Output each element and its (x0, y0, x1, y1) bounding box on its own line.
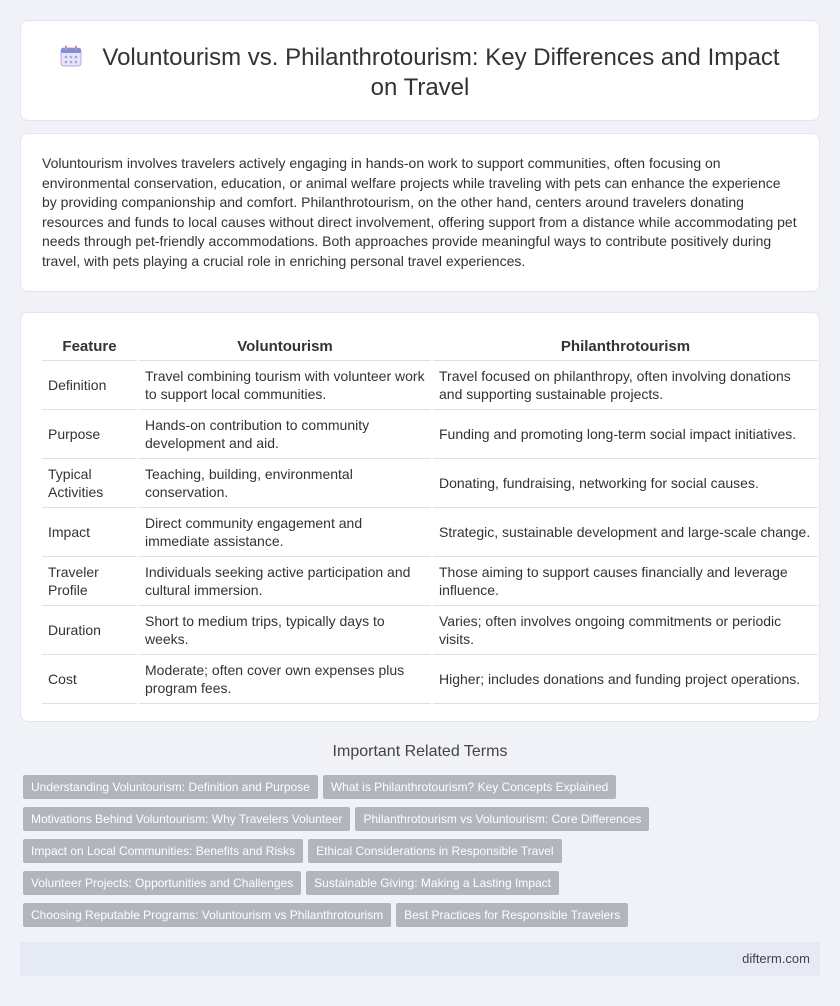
related-term-tag[interactable]: Choosing Reputable Programs: Voluntourism vs Philanthrotourism (23, 903, 391, 927)
table-row (42, 360, 818, 409)
related-terms-title: Important Related Terms (332, 743, 508, 760)
row-philanthrotourism: Donating, fundraising, networking for social causes. (432, 458, 818, 507)
tag-row (23, 775, 621, 799)
tag-row (23, 839, 567, 863)
tag-row (23, 871, 564, 895)
footer (20, 942, 820, 976)
related-term-tag[interactable]: Impact on Local Communities: Benefits and Risks (23, 839, 303, 863)
row-feature: Typical Activities (42, 458, 138, 507)
row-voluntourism: Short to medium trips, typically days to weeks. (138, 605, 432, 654)
table-row (42, 507, 818, 556)
row-philanthrotourism: Travel focused on philanthropy, often involving donations and supporting sustainable projects. (432, 360, 818, 409)
related-term-tag[interactable]: Motivations Behind Voluntourism: Why Travelers Volunteer (23, 807, 350, 831)
row-philanthrotourism: Strategic, sustainable development and large-scale change. (432, 507, 818, 556)
row-feature: Impact (42, 507, 138, 556)
table-row (42, 654, 818, 703)
related-term-tag[interactable]: Philanthrotourism vs Voluntourism: Core Differences (355, 807, 649, 831)
footer-site-link[interactable]: difterm.com (742, 951, 810, 966)
header-card (20, 20, 820, 121)
related-term-tag[interactable]: Sustainable Giving: Making a Lasting Impact (306, 871, 559, 895)
comparison-table (42, 333, 818, 704)
table-header-row (42, 333, 818, 360)
intro-paragraph: Voluntourism involves travelers actively engaging in hands-on work to support communities, often focusing on environmental conservation, education, or animal welfare projects while traveling with pets can enhance the experience by providing companionship and comfort. Philanthrotourism, on the other hand, centers around travelers donating resources and funds to local causes without direct involvement, offering support from a distance while accommodating pet needs through pet-friendly accommodations. Both approaches provide meaningful ways to contribute positively during travel, with pets playing a crucial role in enriching personal travel experiences. (42, 155, 797, 269)
header-voluntourism: Voluntourism (138, 333, 432, 360)
row-feature: Duration (42, 605, 138, 654)
row-voluntourism: Individuals seeking active participation and cultural immersion. (138, 556, 432, 605)
tag-row (23, 807, 654, 831)
tag-row (23, 903, 633, 927)
related-term-tag[interactable]: Volunteer Projects: Opportunities and Challenges (23, 871, 301, 895)
table-row (42, 409, 818, 458)
row-philanthrotourism: Varies; often involves ongoing commitments or periodic visits. (432, 605, 818, 654)
related-term-tag[interactable]: What is Philanthrotourism? Key Concepts Explained (323, 775, 616, 799)
header-philanthrotourism: Philanthrotourism (432, 333, 818, 360)
related-term-tag[interactable]: Understanding Voluntourism: Definition and Purpose (23, 775, 318, 799)
row-feature: Traveler Profile (42, 556, 138, 605)
row-feature: Cost (42, 654, 138, 703)
page-title (21, 43, 819, 103)
row-feature: Definition (42, 360, 138, 409)
table-row (42, 605, 818, 654)
row-philanthrotourism: Funding and promoting long-term social impact initiatives. (432, 409, 818, 458)
row-philanthrotourism: Higher; includes donations and funding project operations. (432, 654, 818, 703)
row-feature: Purpose (42, 409, 138, 458)
related-term-tag[interactable]: Ethical Considerations in Responsible Travel (308, 839, 561, 863)
table-row (42, 458, 818, 507)
table-row (42, 556, 818, 605)
related-term-tag[interactable]: Best Practices for Responsible Travelers (396, 903, 628, 927)
row-voluntourism: Teaching, building, environmental conservation. (138, 458, 432, 507)
comparison-card (20, 312, 820, 722)
intro-card (20, 133, 820, 292)
row-voluntourism: Direct community engagement and immediate assistance. (138, 507, 432, 556)
row-voluntourism: Travel combining tourism with volunteer work to support local communities. (138, 360, 432, 409)
header-feature: Feature (42, 333, 138, 360)
row-voluntourism: Moderate; often cover own expenses plus program fees. (138, 654, 432, 703)
page-title-text: Voluntourism vs. Philanthrotourism: Key Differences and Impact on Travel (102, 44, 780, 101)
row-philanthrotourism: Those aiming to support causes financially and leverage influence. (432, 556, 818, 605)
row-voluntourism: Hands-on contribution to community development and aid. (138, 409, 432, 458)
calendar-icon (60, 45, 82, 67)
